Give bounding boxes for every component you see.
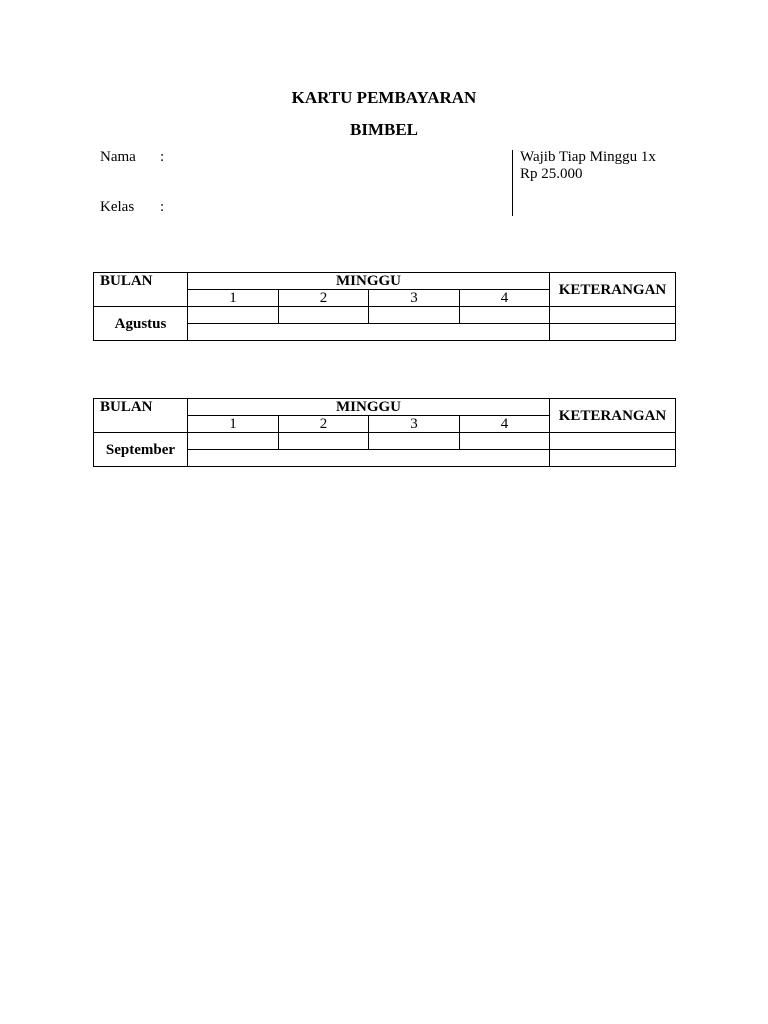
table-header-row — [94, 399, 676, 416]
keterangan-cell[interactable] — [550, 450, 676, 467]
week-4-cell[interactable] — [460, 307, 550, 324]
month-cell: September — [94, 433, 188, 467]
week-2-cell[interactable] — [279, 433, 369, 450]
week-1-header: 1 — [188, 290, 279, 307]
week-3-cell[interactable] — [369, 433, 460, 450]
week-4-header: 4 — [460, 290, 550, 307]
page-subtitle: BIMBEL — [349, 120, 419, 139]
week-1-cell[interactable] — [188, 307, 279, 324]
week-3-header: 3 — [369, 416, 460, 433]
keterangan-cell[interactable] — [550, 307, 676, 324]
week-1-cell[interactable] — [188, 433, 279, 450]
week-3-header: 3 — [369, 290, 460, 307]
week-1-header: 1 — [188, 416, 279, 433]
week-3-cell[interactable] — [369, 307, 460, 324]
week-2-cell[interactable] — [279, 307, 369, 324]
table-row — [94, 307, 676, 324]
table-row — [94, 433, 676, 450]
table-header-row — [94, 273, 676, 290]
month-cell: Agustus — [94, 307, 188, 341]
keterangan-cell[interactable] — [550, 324, 676, 341]
keterangan-cell[interactable] — [550, 433, 676, 450]
bulan-header: BULAN — [94, 399, 188, 433]
nama-colon: : — [160, 149, 165, 165]
keterangan-header: KETERANGAN — [550, 273, 676, 307]
note-fee-amount: Rp 25.000 — [520, 166, 583, 182]
bulan-header: BULAN — [94, 273, 188, 307]
note-fee-frequency: Wajib Tiap Minggu 1x — [520, 149, 656, 165]
minggu-header: MINGGU — [188, 273, 550, 290]
page-title: KARTU PEMBAYARAN — [291, 88, 477, 107]
week-4-header: 4 — [460, 416, 550, 433]
signature-cell[interactable] — [188, 324, 550, 341]
week-4-cell[interactable] — [460, 433, 550, 450]
payment-table-september — [93, 398, 676, 467]
week-2-header: 2 — [279, 290, 369, 307]
note-divider — [512, 150, 513, 216]
keterangan-header: KETERANGAN — [550, 399, 676, 433]
minggu-header: MINGGU — [188, 399, 550, 416]
payment-table-agustus — [93, 272, 676, 341]
kelas-label: Kelas — [100, 199, 135, 215]
kelas-colon: : — [160, 199, 165, 215]
week-2-header: 2 — [279, 416, 369, 433]
signature-cell[interactable] — [188, 450, 550, 467]
nama-label: Nama — [100, 149, 136, 165]
